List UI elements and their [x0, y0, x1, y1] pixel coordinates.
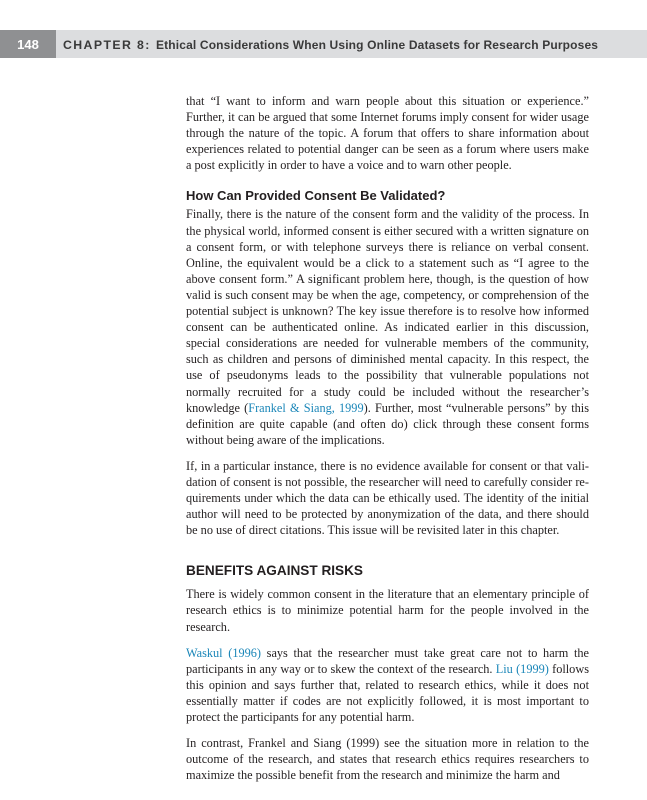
paragraph-5	[186, 645, 589, 725]
paragraph-3: If, in a particular instance, there is no evidence available for consent or that validation of consent is not possible, the researcher will need to carefully consider requirements under which the data can be ethically used. The identity of the initial author will need to be protected by anonymization of the data, and there should be no use of direct citations. This issue will be revisited later in this chapter.	[186, 458, 589, 538]
citation-waskul[interactable]: Waskul (1996)	[186, 645, 262, 660]
paragraph-6: In contrast, Frankel and Siang (1999) see the situation more in relation to the outcome of the research, and states that research ethics requires researchers to maximize the possible benefit from the research and minimize the harm and	[186, 736, 589, 783]
page-body	[186, 93, 589, 793]
chapter-label: CHAPTER 8:	[63, 38, 151, 52]
paragraph-2-text-b: ). Further, most “vulnerable persons” by this definition are quite capable (and often do) click through these consent forms without being aware of the implications.	[186, 400, 589, 447]
paragraph-2	[186, 206, 589, 447]
paragraph-2-text-a: Finally, there is the nature of the consent form and the validity of the process. In the physical world, informed consent is either secured with a written signature on a consent form, or with telephone surveys there is reliance on verbal consent. Online, the equivalent would be a click to a statement such as “I agree to the above consent form.” A significant problem here, though, is the question of how valid is such consent may be when the age, competency, or comprehension of the potential subject is unknown? The key issue therefore is to resolve how informed consent can be authenticated online. As indicated earlier in this discussion, special considerations are needed for vulnerable members of the community, such as children and persons of diminished mental capacity. In this respect, the use of pseudonyms leads to the possibility that vulnerable populations not normally recruited for a study could be included without the researcher’s knowledge (	[186, 207, 589, 415]
section-heading-consent-validation: How Can Provided Consent Be Validated?	[186, 188, 446, 204]
paragraph-4: There is widely common consent in the literature that an elementary principle of research ethics is to minimize potential harm for the people involved in the research.	[186, 587, 589, 634]
paragraph-1: that “I want to inform and warn people about this situation or experience.” Further, it can be argued that some Internet forums imply consent for wider usage through the nature of the topic. A forum that offers to share information about experiences related to potential danger can be seen as a forum where users make a post explicitly in order to have a voice and to warn other people.	[186, 94, 589, 173]
paragraph-5-text-b: follows this opinion and says further that, related to research ethics, while it does not essentially matter if codes are not explicitly followed, it is most important to protect the participants for any potential harm.	[186, 661, 589, 724]
citation-frankel-siang[interactable]: Frankel & Siang, 1999	[248, 400, 364, 415]
page-number: 148	[0, 30, 56, 58]
section-heading-benefits-risks: BENEFITS AGAINST RISKS	[186, 563, 363, 579]
paragraph-5-text-a: says that the researcher must take great care not to harm the participants in any way or to skew the context of the research.	[186, 645, 589, 676]
chapter-title: Ethical Considerations When Using Online Datasets for Research Purposes	[156, 38, 599, 52]
running-header	[0, 30, 647, 58]
citation-liu[interactable]: Liu (1999)	[495, 661, 549, 676]
